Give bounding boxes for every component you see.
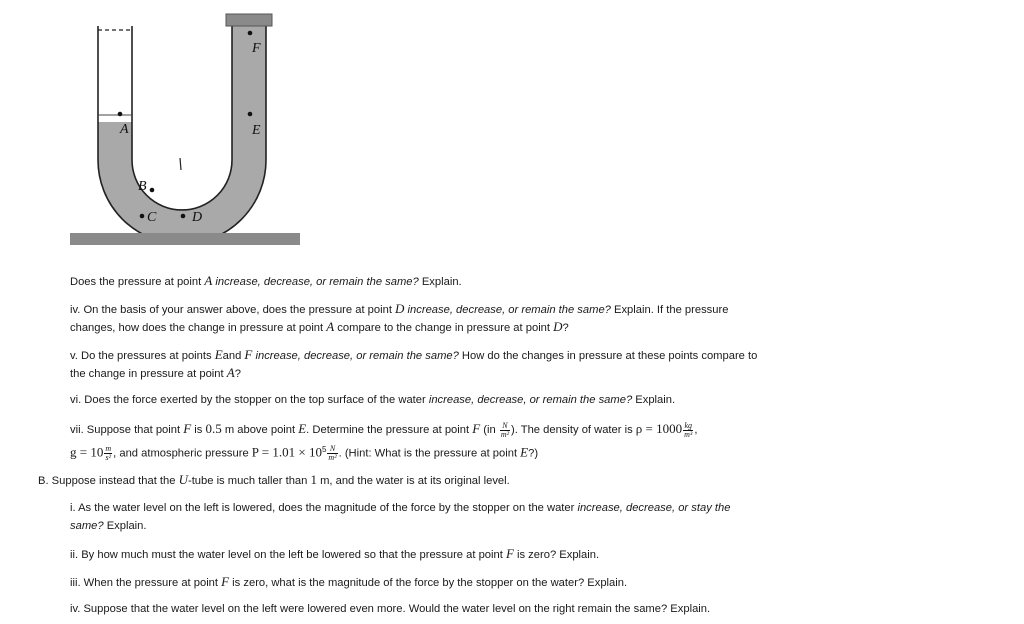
question-vii-line2	[70, 441, 538, 463]
point-e-dot	[248, 112, 253, 117]
b-ii	[70, 545, 599, 564]
unit-rho-num: kg	[684, 420, 692, 430]
q-vii-gravity: g = 10	[70, 444, 104, 460]
q-iv-text4: compare to the change in pressure at point	[334, 322, 554, 334]
b-iii-text2: is zero, what is the magnitude of the force by the stopper on the water? Explain.	[229, 577, 628, 589]
b-i-options: increase, decrease, or stay the	[577, 502, 731, 514]
q-vii-text3: m above point	[221, 424, 299, 436]
b-iii-number: iii.	[70, 577, 81, 589]
unit-rho-fraction	[683, 422, 693, 439]
q-vi-options: increase, decrease, or remain the same?	[428, 394, 633, 406]
part-b-text3: m, and the water is at its original level.	[316, 475, 510, 487]
point-a-dot	[118, 112, 123, 117]
q-vii-comma: ,	[694, 424, 698, 436]
question-iii	[70, 272, 462, 291]
q-iv-text2: Explain. If the pressure	[610, 304, 729, 316]
q-vii-hint: . (Hint: What is the pressure at point	[338, 447, 521, 460]
q-iii-var: A	[204, 273, 213, 288]
q-v-text4: ?	[234, 368, 241, 380]
q-v-var-e: E	[214, 347, 223, 362]
q-vii-pressure: P = 1.01 × 10	[251, 444, 322, 460]
part-b-var-u: U	[178, 472, 188, 487]
q-iv-text1: On the basis of your answer above, does the pressure at point	[80, 304, 396, 316]
point-f-dot	[248, 31, 253, 36]
label-c: C	[147, 210, 157, 225]
part-b-one: 1	[310, 472, 317, 487]
q-vii-number: vii.	[70, 424, 84, 436]
q-vii-exponent: 5	[321, 445, 327, 454]
q-iv-var-d: D	[395, 301, 405, 316]
b-ii-number: ii.	[70, 549, 79, 561]
b-iv-text: Suppose that the water level on the left were lowered even more. Would the water level on the right remain the same? Explain.	[80, 603, 711, 615]
b-i-text1: As the water level on the left is lowered, does the magnitude of the force by the stopper on the water	[75, 502, 578, 514]
center-tick	[180, 158, 181, 170]
q-v-var-f: F	[244, 347, 253, 362]
q-v-options: increase, decrease, or remain the same?	[255, 350, 459, 362]
question-vii-line1	[70, 420, 697, 439]
q-vii-text4: . Determine the pressure at point	[306, 424, 473, 436]
q-vii-text1: Suppose that point	[83, 424, 184, 436]
q-v-text3: the change in pressure at point	[70, 368, 227, 380]
q-iv-var-d2: D	[553, 319, 563, 334]
q-vii-var-e2: E	[520, 444, 529, 460]
b-i-line2	[70, 517, 147, 535]
b-ii-text1: By how much must the water level on the left be lowered so that the pressure at point	[78, 549, 506, 561]
label-b: B	[138, 179, 147, 194]
tube-outline-inner	[132, 26, 232, 210]
question-iv-line2	[70, 318, 569, 337]
q-iii-options: increase, decrease, or remain the same?	[215, 276, 419, 288]
b-iii	[70, 573, 627, 592]
b-ii-var-f: F	[505, 546, 514, 561]
q-vii-text5: (in	[480, 424, 499, 436]
b-iii-text1: When the pressure at point	[80, 577, 222, 589]
b-i-explain: Explain.	[103, 520, 147, 532]
q-iv-options: increase, decrease, or remain the same?	[407, 304, 611, 316]
question-v-line1	[70, 346, 757, 365]
q-v-var-a: A	[226, 365, 235, 380]
label-d: D	[192, 210, 203, 225]
part-b-label: B.	[38, 475, 49, 487]
unit-p-num: N	[327, 445, 337, 454]
question-iv-line1	[70, 300, 728, 319]
q-vi-text1: Does the force exerted by the stopper on the top surface of the water	[81, 394, 429, 406]
q-vii-density: ρ = 1000	[635, 421, 683, 436]
point-b-dot	[150, 188, 155, 193]
stopper	[226, 14, 272, 26]
q-vii-text7: , and atmospheric pressure	[113, 447, 252, 460]
q-vii-text2: is	[191, 424, 206, 436]
b-i-line1	[70, 499, 730, 517]
unit-p-den: m²	[328, 453, 337, 463]
unit-pa-num: N	[500, 422, 510, 431]
q-vii-distance: 0.5	[205, 421, 222, 436]
q-vii-var-e: E	[298, 421, 307, 436]
part-b-text1: Suppose instead that the	[48, 475, 179, 487]
unit-g-num: m	[105, 444, 112, 454]
q-iii-text: Does the pressure at point	[70, 276, 205, 288]
q-vi-text2: Explain.	[632, 394, 676, 406]
q-iv-number: iv.	[70, 304, 81, 316]
q-iv-var-a: A	[326, 319, 335, 334]
unit-g-fraction	[104, 445, 112, 462]
label-e: E	[252, 123, 261, 138]
q-v-text1: Do the pressures at points	[77, 350, 215, 362]
q-vii-var-f: F	[183, 421, 192, 436]
u-tube-figure	[60, 10, 310, 250]
part-b-text2: -tube is much taller than	[187, 475, 311, 487]
q-v-and: and	[222, 350, 245, 362]
label-a: A	[120, 122, 129, 137]
unit-g-den: s²	[105, 453, 111, 463]
b-iii-var-f: F	[221, 574, 230, 589]
b-i-options2: same?	[70, 520, 104, 532]
b-iv-number: iv.	[70, 603, 81, 615]
q-iii-explain: Explain.	[418, 276, 462, 288]
b-iv	[70, 600, 710, 618]
q-v-number: v.	[70, 350, 78, 362]
q-vii-text8: ?)	[528, 447, 539, 460]
q-iv-text5: ?	[562, 322, 569, 334]
part-b	[38, 471, 510, 490]
q-vii-text6: ). The density of water is	[511, 424, 636, 436]
q-vi-number: vi.	[70, 394, 82, 406]
unit-pa-den: m²	[500, 429, 510, 439]
unit-p-fraction	[327, 445, 337, 462]
q-v-text2: How do the changes in pressure at these points compare to	[458, 350, 758, 362]
q-iv-text3: changes, how does the change in pressure at point	[70, 322, 327, 334]
label-f: F	[252, 41, 261, 56]
unit-pa-fraction	[500, 422, 510, 439]
q-vii-var-f2: F	[472, 421, 481, 436]
b-ii-text2: is zero? Explain.	[513, 549, 600, 561]
b-i-number: i.	[70, 502, 76, 514]
point-c-dot	[140, 214, 145, 219]
u-tube-diagram	[60, 10, 310, 250]
point-d-dot	[181, 214, 186, 219]
question-vi	[70, 391, 675, 409]
left-air-region	[98, 24, 132, 122]
ground	[70, 233, 300, 245]
unit-rho-den: m³	[684, 429, 693, 439]
question-v-line2	[70, 364, 241, 383]
